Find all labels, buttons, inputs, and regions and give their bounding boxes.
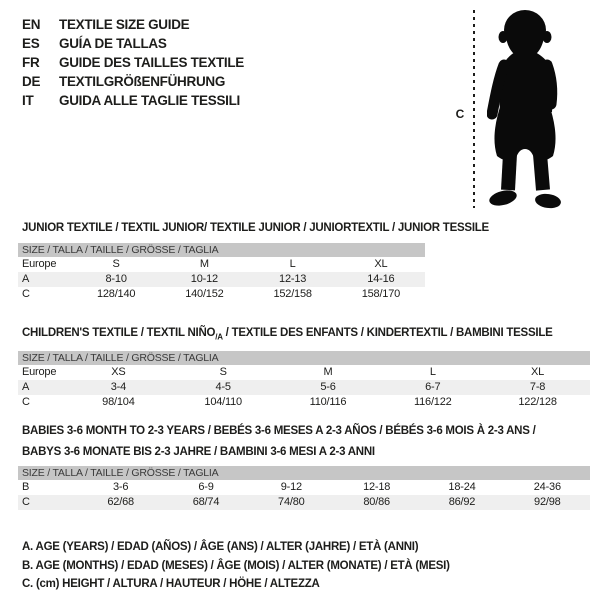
children-table-rows (18, 365, 590, 410)
language-label: TEXTILGRÖßENFÜHRUNG (59, 74, 226, 89)
size-header-bar: SIZE / TALLA / TAILLE / GRÖSSE / TAGLIA (18, 466, 590, 480)
table-cell: 8-10 (105, 273, 127, 285)
babies-table-rows (18, 480, 590, 510)
table-cell: 110/116 (309, 396, 347, 408)
table-row (18, 495, 590, 510)
row-label: B (22, 481, 30, 493)
language-code: DE (22, 74, 41, 89)
language-row-de (22, 72, 452, 91)
children-section-title (22, 323, 553, 347)
table-cell: 3-4 (110, 381, 127, 393)
language-label: TEXTILE SIZE GUIDE (59, 17, 190, 32)
table-cell: 98/104 (102, 396, 135, 408)
table-cell: 14-16 (367, 273, 395, 285)
table-row (18, 480, 590, 495)
children-title-subscript: /A (215, 332, 223, 342)
language-row-it (22, 91, 452, 110)
children-title-text: CHILDREN'S TEXTILE / TEXTIL NIÑO (22, 327, 216, 339)
language-label: GUÍA DE TALLAS (59, 36, 167, 51)
table-cell: M (323, 366, 333, 378)
table-cell: 128/140 (96, 288, 136, 300)
table-cell: 152/158 (273, 288, 312, 300)
height-measure-line (473, 10, 475, 208)
language-list (22, 15, 452, 110)
row-label: C (22, 396, 30, 408)
table-cell: 158/170 (361, 288, 401, 300)
table-cell: S (219, 366, 227, 378)
junior-section-title: JUNIOR TEXTILE / TEXTIL JUNIOR/ TEXTILE JUNIOR / JUNIORTEXTIL / JUNIOR TESSILE (22, 222, 489, 234)
row-label: C (22, 496, 30, 508)
language-row-en (22, 15, 452, 34)
table-cell: M (199, 258, 209, 270)
language-code: FR (22, 55, 40, 70)
babies-size-table (18, 466, 590, 510)
table-cell: 80/86 (363, 496, 390, 508)
table-cell: XL (374, 258, 388, 270)
table-cell: 68/74 (192, 496, 220, 508)
table-row (18, 365, 590, 380)
table-cell: 74/80 (278, 496, 305, 508)
row-label: A (22, 381, 30, 393)
footnote-height-cm: C. (cm) HEIGHT / ALTURA / HAUTEUR / HÖHE / ALTEZZA (22, 578, 320, 590)
table-cell: 18-24 (448, 481, 476, 493)
language-row-fr (22, 53, 452, 72)
table-cell: XL (531, 366, 545, 378)
language-label: GUIDE DES TAILLES TEXTILE (59, 55, 245, 70)
table-cell: 6-7 (425, 381, 441, 393)
table-row (18, 395, 590, 410)
children-title-text: / TEXTILE DES ENFANTS / KINDERTEXTIL / BAMBINI TESSILE (222, 327, 553, 339)
table-cell: L (289, 258, 296, 270)
children-size-table (18, 351, 590, 410)
table-cell: 3-6 (113, 481, 129, 493)
size-header-bar: SIZE / TALLA / TAILLE / GRÖSSE / TAGLIA (18, 243, 425, 257)
legend-footnotes (22, 538, 582, 594)
row-label: A (22, 273, 30, 285)
footnote-age-years: A. AGE (YEARS) / EDAD (AÑOS) / ÂGE (ANS) / ALTER (JAHRE) / ETÀ (ANNI) (22, 541, 419, 553)
footnote-age-months: B. AGE (MONTHS) / EDAD (MESES) / ÂGE (MOIS) / ALTER (MONATE) / ETÀ (MESI) (22, 559, 450, 572)
language-row-es (22, 34, 452, 53)
table-cell: 6-9 (198, 481, 214, 493)
babies-title-line1: BABIES 3-6 MONTH TO 2-3 YEARS / BEBÉS 3-6 MESES A 2-3 AÑOS / BÉBÉS 3-6 MOIS À 2-3 ANS / (22, 425, 536, 437)
table-cell: 5-6 (320, 381, 336, 393)
table-cell: 12-18 (363, 481, 391, 493)
babies-section-title (22, 421, 542, 463)
table-cell: 4-5 (215, 381, 231, 393)
junior-table-rows (18, 257, 425, 302)
baby-silhouette-icon (487, 8, 577, 212)
table-row (18, 287, 425, 302)
row-label: C (22, 288, 30, 300)
table-cell: 10-12 (190, 273, 218, 285)
table-cell: 24-36 (533, 481, 561, 493)
height-measure-label: C (455, 107, 465, 121)
table-row (18, 380, 590, 395)
language-label: GUIDA ALLE TAGLIE TESSILI (59, 93, 240, 108)
table-cell: 62/68 (107, 496, 134, 508)
size-header-bar: SIZE / TALLA / TAILLE / GRÖSSE / TAGLIA (18, 351, 590, 365)
table-cell: 12-13 (279, 273, 307, 285)
table-cell: 116/122 (414, 396, 452, 408)
table-cell: 86/92 (448, 496, 476, 508)
language-code: EN (22, 17, 41, 32)
table-row (18, 257, 425, 272)
row-label: Europe (22, 366, 57, 378)
table-cell: 104/110 (204, 396, 242, 408)
table-cell: S (112, 258, 120, 270)
table-cell: 122/128 (518, 396, 557, 408)
table-cell: 140/152 (185, 288, 224, 300)
table-cell: 7-8 (529, 381, 546, 393)
table-cell: L (429, 366, 436, 378)
row-label: Europe (22, 258, 57, 270)
table-row (18, 272, 425, 287)
babies-title-line2: BABYS 3-6 MONATE BIS 2-3 JAHRE / BAMBINI 3-6 MESI A 2-3 ANNI (22, 446, 375, 458)
table-cell: 9-12 (280, 481, 302, 493)
table-cell: XS (111, 366, 126, 378)
junior-size-table (18, 243, 425, 302)
language-code: ES (22, 36, 40, 51)
table-cell: 92/98 (534, 496, 561, 508)
language-code: IT (22, 93, 34, 108)
